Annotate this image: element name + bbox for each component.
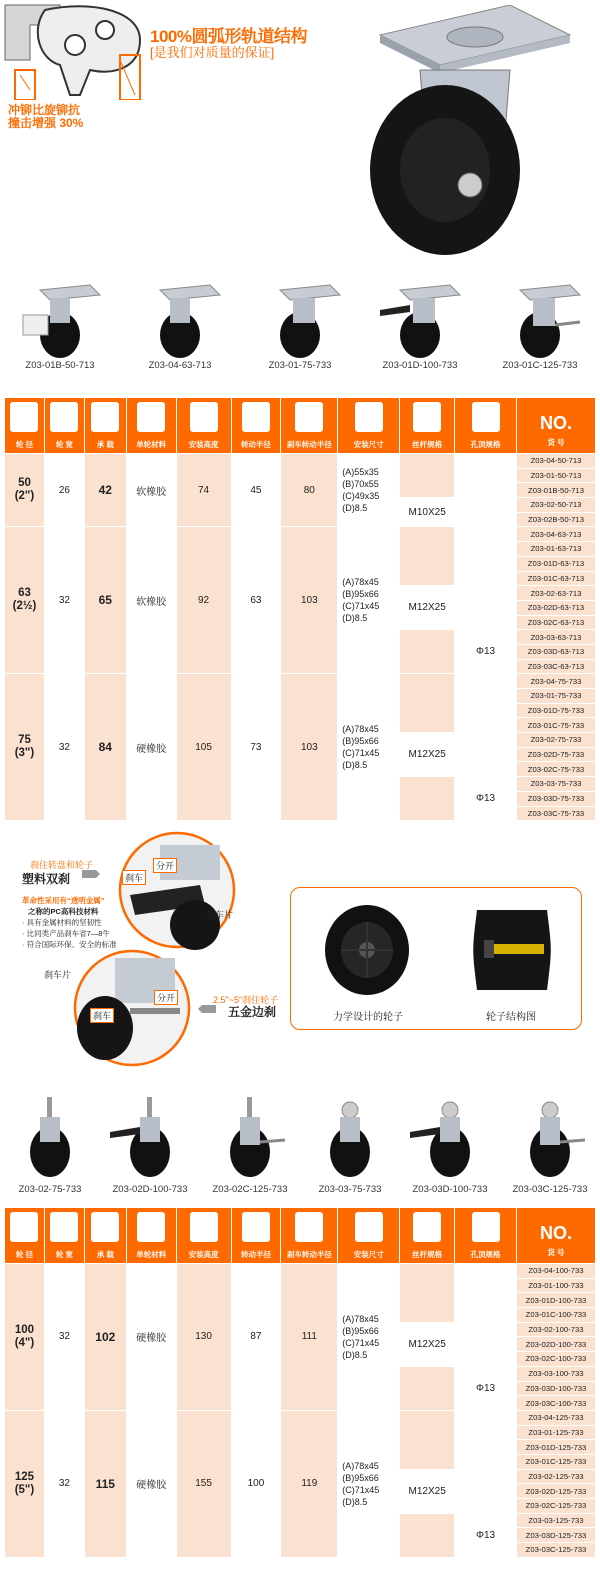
material-cell: 硬橡胶 (126, 674, 176, 821)
product-code: Z03-03-63-713 (516, 630, 595, 645)
caster-thumb-icon (495, 280, 585, 360)
product-code: Z03-01-63-713 (516, 542, 595, 557)
product-code: Z03-03C-63-713 (516, 659, 595, 674)
thread-cell: M10X25 (400, 498, 455, 527)
tag-pad-left: 刹车片 (44, 970, 72, 980)
header-material: 单轮材料 (136, 440, 167, 449)
header-wheel-width: 轮 宽 (55, 1250, 73, 1259)
size-cell: 50 (2") (5, 454, 45, 527)
product-item[interactable] (300, 1092, 400, 1195)
product-code: Z03-04-63-713 (148, 360, 212, 371)
product-code: Z03-04-63-713 (516, 527, 595, 542)
thread-icon (413, 402, 441, 432)
brake-title: 塑料双刹 (22, 872, 71, 886)
table-row (5, 527, 596, 542)
table-row (5, 1264, 596, 1279)
product-item[interactable] (500, 1092, 600, 1195)
hardware-title: 五金边刹 (228, 1005, 277, 1019)
spec-table-1 (4, 397, 596, 821)
product-item[interactable] (400, 1092, 500, 1195)
mount-cell: (A)55x35 (B)70x55 (C)49x35 (D)8.5 (338, 454, 400, 527)
tag-split-2: 分开 (154, 990, 178, 1005)
caster-thumb-icon (305, 1092, 395, 1184)
thread-cell: M12X25 (400, 586, 455, 630)
product-code: Z03-03C-75-733 (516, 806, 595, 821)
wheel-front-image (320, 900, 415, 1000)
swivel-radius-icon (242, 402, 270, 432)
load-cell: 65 (84, 527, 126, 674)
header-no-sub: 货 号 (547, 437, 565, 447)
wheel-diameter-icon (10, 1212, 38, 1242)
product-code: Z03-01C-63-713 (516, 571, 595, 586)
hole-cell (455, 674, 517, 777)
product-item[interactable] (200, 1092, 300, 1195)
tag-split: 分开 (153, 858, 177, 873)
wheel-section-image (472, 900, 552, 1000)
thread-cell (400, 1264, 455, 1323)
header-no: NO. (539, 1222, 572, 1243)
product-code: Z03-01C-125-733 (502, 360, 578, 371)
product-code: Z03-02-75-733 (516, 733, 595, 748)
product-code: Z03-02D-75-733 (516, 747, 595, 762)
thread-icon (413, 1212, 441, 1242)
hole-cell (455, 454, 517, 527)
header-mount-height: 安装高度 (188, 440, 219, 449)
header-wheel-width: 轮 宽 (55, 440, 73, 449)
radius-cell: 100 (231, 1410, 281, 1557)
product-code: Z03-01D-75-733 (516, 703, 595, 718)
arrow-right-icon (82, 870, 100, 878)
table-header-row (5, 398, 596, 454)
product-code: Z03-04-50-713 (516, 454, 595, 469)
product-code: Z03-02C-63-713 (516, 615, 595, 630)
tag-brake-2: 刹车 (90, 1008, 114, 1023)
product-code: Z03-01D-100-733 (516, 1293, 595, 1308)
header-load: 承 载 (96, 1250, 114, 1259)
product-code: Z03-03-125-733 (516, 1513, 595, 1528)
thread-cell (400, 1366, 455, 1410)
wheel-caption-1: 力学设计的轮子 (333, 1012, 403, 1023)
mount-cell: (A)78x45 (B)95x66 (C)71x45 (D)8.5 (338, 1410, 400, 1557)
product-item[interactable] (130, 280, 230, 371)
bolt-hole-icon (472, 402, 500, 432)
brake-radius-cell: 103 (281, 674, 338, 821)
product-code: Z03-03-75-733 (318, 1184, 382, 1195)
product-code: Z03-01D-63-713 (516, 556, 595, 571)
product-code: Z03-02-100-733 (516, 1322, 595, 1337)
product-code: Z03-02D-100-733 (516, 1337, 595, 1352)
hole-cell: Φ13 (455, 1513, 517, 1557)
brake-radius-cell: 119 (281, 1410, 338, 1557)
product-code: Z03-03C-100-733 (516, 1396, 595, 1411)
mount-height-icon (190, 402, 218, 432)
product-code: Z03-02D-63-713 (516, 600, 595, 615)
width-cell: 32 (44, 1264, 84, 1411)
hardware-small: 2.5"~5"刹住轮子 (213, 995, 279, 1005)
material-icon (137, 402, 165, 432)
header-bolt-hole: 孔顶规格 (470, 1250, 501, 1259)
caster-thumb-icon (15, 280, 105, 360)
width-cell: 26 (44, 454, 84, 527)
header-thread: 丝杆规格 (412, 1250, 443, 1259)
header-wheel-diameter: 轮 径 (15, 1250, 34, 1259)
caster-thumb-icon (135, 280, 225, 360)
spec-table-2 (4, 1207, 596, 1558)
load-cell: 102 (84, 1264, 126, 1411)
header-note-line1: 冲铆比旋铆抗 (8, 103, 81, 117)
header-material: 单轮材料 (136, 1250, 167, 1259)
product-code: Z03-02-63-713 (516, 586, 595, 601)
header-no-sub: 货 号 (547, 1247, 565, 1257)
caster-thumb-icon (105, 1092, 195, 1184)
thread-cell: M12X25 (400, 1469, 455, 1513)
product-code: Z03-01C-100-733 (516, 1308, 595, 1323)
product-code: Z03-02C-75-733 (516, 762, 595, 777)
header-thread: 丝杆规格 (412, 440, 443, 449)
height-cell: 105 (176, 674, 231, 821)
mount-cell: (A)78x45 (B)95x66 (C)71x45 (D)8.5 (338, 674, 400, 821)
product-code: Z03-01-75-733 (268, 360, 332, 371)
product-code: Z03-02C-100-733 (516, 1352, 595, 1367)
header-swivel-radius: 转动半径 (240, 1250, 271, 1259)
header-wheel-diameter: 轮 径 (15, 440, 34, 449)
header-mount-height: 安装高度 (188, 1250, 219, 1259)
header-plate-size: 安装尺寸 (353, 440, 384, 449)
product-code: Z03-03D-100-733 (412, 1184, 488, 1195)
product-code: Z03-01-125-733 (516, 1425, 595, 1440)
plate-size-icon (355, 1212, 383, 1242)
thread-cell (400, 454, 455, 498)
table-row (5, 454, 596, 469)
product-code: Z03-01D-100-733 (382, 360, 458, 371)
bullet-3: · 符合国际环保、安全的标准 (22, 940, 117, 949)
caster-thumb-icon (505, 1092, 595, 1184)
product-code: Z03-04-100-733 (516, 1264, 595, 1279)
header-subtitle: [是我们对质量的保证] (150, 45, 275, 60)
product-code: Z03-01B-50-713 (516, 483, 595, 498)
product-item[interactable] (10, 280, 110, 371)
hole-cell (455, 1410, 517, 1513)
material-cell: 软橡胶 (126, 454, 176, 527)
height-cell: 155 (176, 1410, 231, 1557)
mount-height-icon (190, 1212, 218, 1242)
radius-cell: 45 (231, 454, 281, 527)
track-structure-diagram (0, 0, 150, 100)
hole-cell: Φ13 (455, 630, 517, 674)
load-cell: 42 (84, 454, 126, 527)
header-brake-radius: 刹车转动半径 (286, 1250, 332, 1259)
wheel-caption-2: 轮子结构图 (486, 1012, 536, 1023)
product-code: Z03-02B-50-713 (516, 512, 595, 527)
product-item[interactable] (100, 1092, 200, 1195)
product-code: Z03-02C-125-733 (212, 1184, 288, 1195)
thread-cell (400, 1513, 455, 1557)
header-title: 100%圆弧形轨道结构 (150, 27, 307, 46)
bullet-2: · 比同类产品刹车省7—8牛 (22, 929, 110, 938)
header-no: NO. (539, 412, 572, 433)
width-cell: 32 (44, 674, 84, 821)
mount-cell: (A)78x45 (B)95x66 (C)71x45 (D)8.5 (338, 1264, 400, 1411)
brake-detail-circle-2 (65, 948, 200, 1068)
swivel-radius-icon (242, 1212, 270, 1242)
brake-radius-icon (295, 402, 323, 432)
caster-thumb-icon (5, 1092, 95, 1184)
brake-radius-cell: 80 (281, 454, 338, 527)
product-code: Z03-02-50-713 (516, 498, 595, 513)
caster-thumb-icon (255, 280, 345, 360)
header-load: 承 载 (96, 440, 114, 449)
thread-cell (400, 1410, 455, 1469)
table-row (5, 674, 596, 689)
brake-title-small: 刹住转盘和轮子 (30, 860, 94, 870)
header-bolt-hole: 孔顶规格 (470, 440, 501, 449)
size-cell: 100 (4") (5, 1264, 45, 1411)
product-row-top (0, 280, 600, 371)
plate-size-icon (355, 402, 383, 432)
load-icon (91, 402, 119, 432)
brake-radius-cell: 111 (281, 1264, 338, 1411)
height-cell: 130 (176, 1264, 231, 1411)
size-cell: 75 (3") (5, 674, 45, 821)
brake-radius-icon (295, 1212, 323, 1242)
product-code: Z03-03-75-733 (516, 777, 595, 792)
header-plate-size: 安装尺寸 (353, 1250, 384, 1259)
product-code: Z03-02C-125-733 (516, 1499, 595, 1514)
material-cell: 硬橡胶 (126, 1410, 176, 1557)
height-cell: 92 (176, 527, 231, 674)
thread-cell (400, 777, 455, 821)
header-brake-radius: 刹车转动半径 (286, 440, 332, 449)
bullet-1: · 具有金属材料的坚韧性 (22, 918, 102, 927)
arrow-left-icon (198, 1005, 216, 1013)
wheel-diameter-icon (10, 402, 38, 432)
product-code: Z03-03C-125-733 (512, 1184, 588, 1195)
hero-caster-image (360, 5, 590, 260)
height-cell: 74 (176, 454, 231, 527)
table-row (5, 1410, 596, 1425)
bolt-hole-icon (472, 1212, 500, 1242)
product-code: Z03-04-75-733 (516, 674, 595, 689)
thread-cell (400, 630, 455, 674)
product-code: Z03-03D-63-713 (516, 644, 595, 659)
size-cell: 125 (5") (5, 1410, 45, 1557)
material-icon (137, 1212, 165, 1242)
product-item[interactable] (490, 280, 590, 371)
radius-cell: 63 (231, 527, 281, 674)
product-code: Z03-01C-125-733 (516, 1454, 595, 1469)
hole-cell: Φ13 (455, 1366, 517, 1410)
header-note (8, 104, 118, 130)
product-code: Z03-02D-100-733 (112, 1184, 188, 1195)
revolution-block (22, 895, 117, 950)
load-cell: 115 (84, 1410, 126, 1557)
brake-radius-cell: 103 (281, 527, 338, 674)
radius-cell: 87 (231, 1264, 281, 1411)
width-cell: 32 (44, 527, 84, 674)
wheel-width-icon (50, 402, 78, 432)
product-code: Z03-02-125-733 (516, 1469, 595, 1484)
product-row-mid (0, 1092, 600, 1195)
header-swivel-radius: 转动半径 (240, 440, 271, 449)
product-code: Z03-03-100-733 (516, 1366, 595, 1381)
revolution-line: 革命性采用有“透明金属” (22, 896, 105, 905)
tag-brake: 刹车 (122, 870, 146, 885)
product-code: Z03-01C-75-733 (516, 718, 595, 733)
product-code: Z03-01-100-733 (516, 1278, 595, 1293)
caster-thumb-icon (205, 1092, 295, 1184)
wheel-width-icon (50, 1212, 78, 1242)
product-code: Z03-02-75-733 (18, 1184, 82, 1195)
caster-thumb-icon (405, 1092, 495, 1184)
thread-cell (400, 674, 455, 733)
product-code: Z03-01-50-713 (516, 468, 595, 483)
product-code: Z03-02D-125-733 (516, 1484, 595, 1499)
radius-cell: 73 (231, 674, 281, 821)
product-item[interactable] (250, 280, 350, 371)
mount-cell: (A)78x45 (B)95x66 (C)71x45 (D)8.5 (338, 527, 400, 674)
product-code: Z03-01-75-733 (516, 689, 595, 704)
product-code: Z03-03D-100-733 (516, 1381, 595, 1396)
material-cell: 硬橡胶 (126, 1264, 176, 1411)
product-code: Z03-04-125-733 (516, 1410, 595, 1425)
thread-cell (400, 527, 455, 586)
tag-pad: 刹车片 (206, 910, 234, 920)
size-cell: 63 (2½) (5, 527, 45, 674)
product-code: Z03-03D-75-733 (516, 791, 595, 806)
hole-cell (455, 1264, 517, 1367)
product-code: Z03-01D-125-733 (516, 1440, 595, 1455)
product-code: Z03-01B-50-713 (25, 360, 95, 371)
brake-detail-circle-1 (110, 830, 245, 950)
product-item[interactable] (370, 280, 470, 371)
hole-cell (455, 527, 517, 630)
hole-cell: Φ13 (455, 777, 517, 821)
caster-thumb-icon (375, 280, 465, 360)
load-icon (91, 1212, 119, 1242)
thread-cell: M12X25 (400, 1322, 455, 1366)
product-item[interactable] (0, 1092, 100, 1195)
material-cell: 软橡胶 (126, 527, 176, 674)
revolution-line2: 之称的PC高科技材料 (28, 907, 99, 916)
product-code: Z03-03C-125-733 (516, 1543, 595, 1558)
header-note-line2: 撞击增强 30% (8, 116, 84, 130)
thread-cell: M12X25 (400, 733, 455, 777)
width-cell: 32 (44, 1410, 84, 1557)
load-cell: 84 (84, 674, 126, 821)
product-code: Z03-03D-125-733 (516, 1528, 595, 1543)
table-header-row (5, 1208, 596, 1264)
